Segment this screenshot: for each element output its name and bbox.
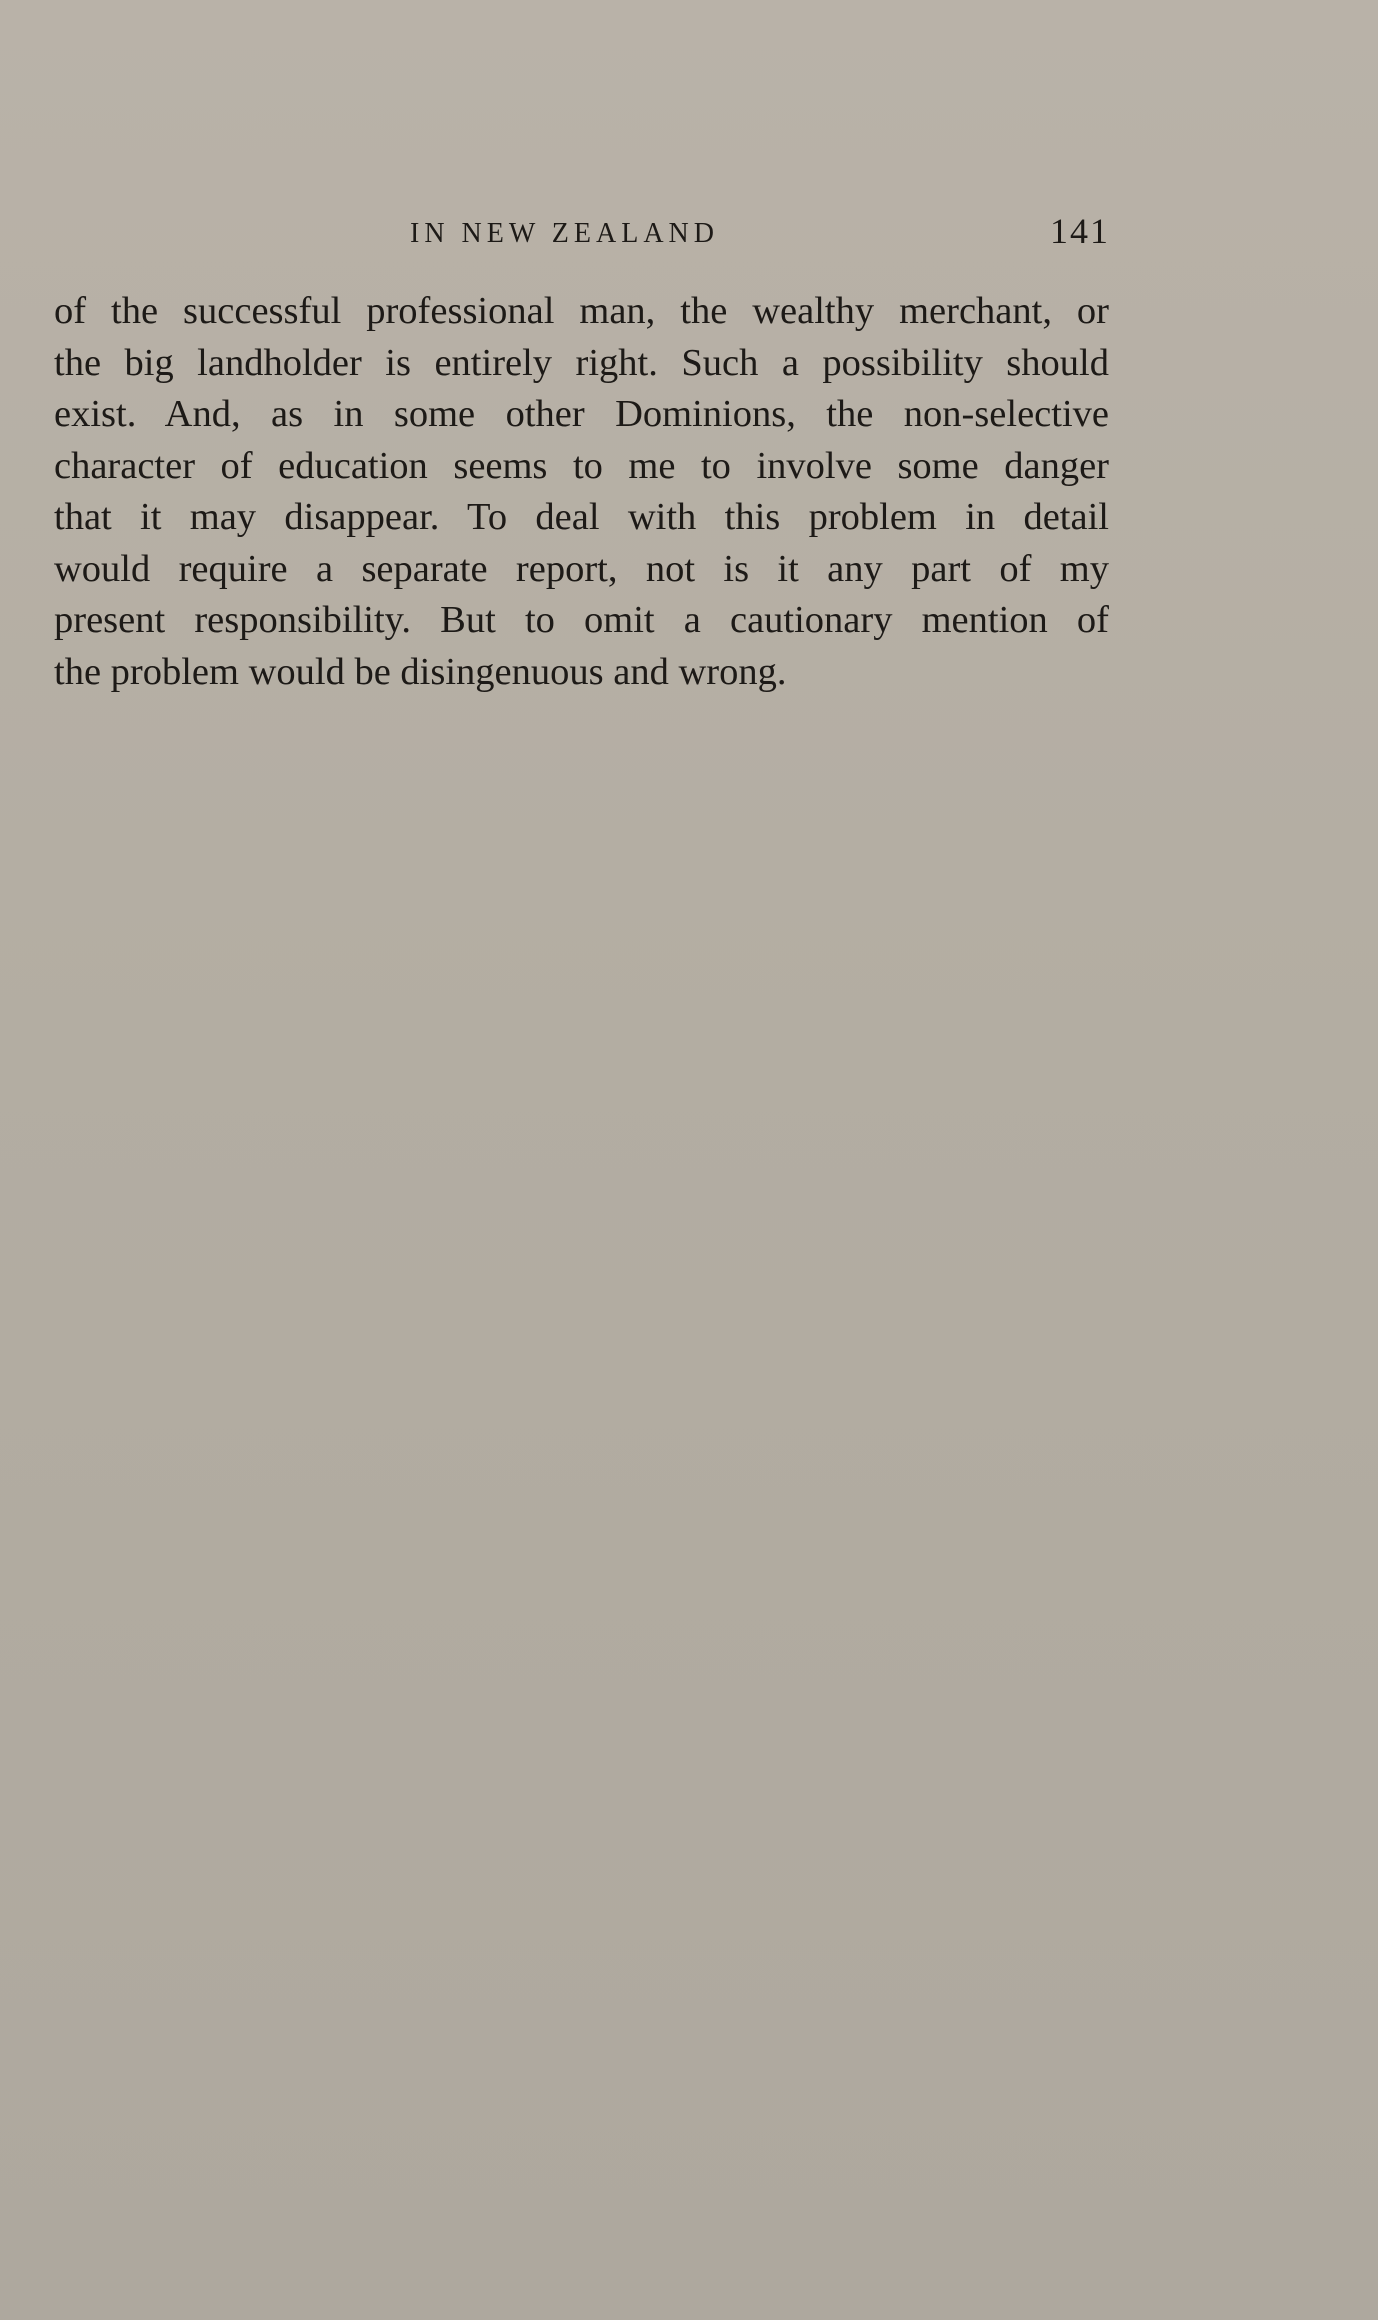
body-paragraph	[54, 286, 1109, 698]
page-number: 141	[1050, 211, 1110, 251]
text-line: the big landholder is entirely right. Such a possibility should	[54, 341, 1109, 384]
running-head: IN NEW ZEALAND	[410, 218, 719, 249]
text-line: present responsibility. But to omit a cautionary mention of	[54, 599, 1109, 641]
text-line: the problem would be disingenuous and wrong.	[54, 650, 787, 693]
text-line: exist. And, as in some other Dominions, the non-selective	[54, 393, 1109, 435]
text-line: would require a separate report, not is it any part of my	[54, 547, 1109, 590]
text-line: of the successful professional man, the wealthy merchant, or	[54, 290, 1109, 332]
text-line: that it may disappear. To deal with this problem in detail	[54, 496, 1109, 538]
text-line: character of education seems to me to involve some danger	[54, 444, 1109, 487]
